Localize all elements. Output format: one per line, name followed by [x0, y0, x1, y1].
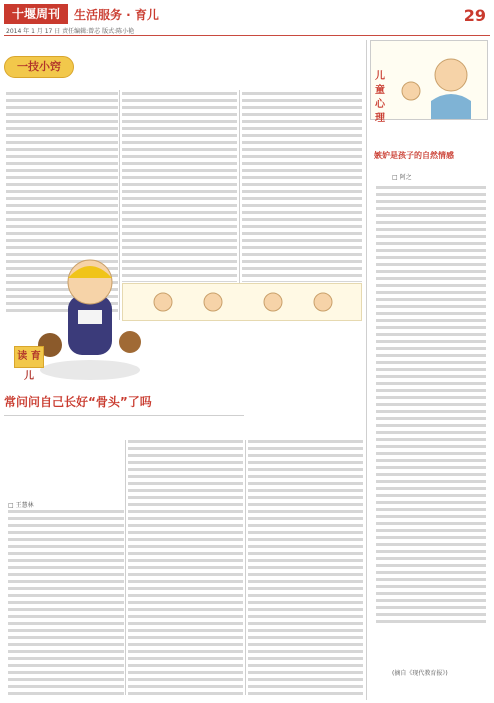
text-column-g [376, 186, 486, 626]
date-line: 2014 年 1 月 17 日 责任编辑:曾芯 版式:陈小艳 [6, 28, 135, 35]
text-column-e [128, 440, 243, 695]
page-number: 29 [463, 6, 486, 25]
section-tag-parenting [14, 346, 44, 382]
kids-illustration-box [122, 283, 362, 321]
banner-letter: 儿 [375, 71, 385, 82]
masthead [4, 4, 490, 36]
right-article-credit: (摘自《现代教育报》) [392, 670, 448, 677]
banner-letter: 心 [375, 99, 385, 110]
banner-letter: 理 [375, 113, 385, 124]
section-banner-label: 一技小窍 [17, 60, 61, 73]
right-banner-letters [372, 70, 388, 126]
right-article-title: 嫉妒是孩子的自然情感 [374, 151, 454, 160]
section-title: 生活服务 · 育儿 [74, 8, 159, 22]
text-column-c [242, 92, 362, 282]
article-byline: □ 王慧林 [8, 502, 34, 509]
masthead-logo: 十堰周刊 [4, 4, 68, 24]
column-divider [366, 40, 367, 700]
section-tag-label: 读 育 儿 [17, 351, 41, 382]
column-divider [125, 440, 126, 695]
kids-drawing [123, 284, 363, 322]
banner-letter: 童 [375, 85, 385, 96]
right-banner-drawing [371, 41, 489, 121]
text-column-d [8, 510, 124, 695]
section-banner-tips [4, 56, 74, 78]
article-headline: 常问问自己长好“骨头”了吗 [4, 395, 152, 409]
character-illustration [30, 250, 150, 390]
right-article-byline: □ 阿之 [392, 174, 412, 181]
headline-rule [4, 415, 244, 416]
text-column-f [248, 440, 363, 695]
column-divider [245, 440, 246, 695]
